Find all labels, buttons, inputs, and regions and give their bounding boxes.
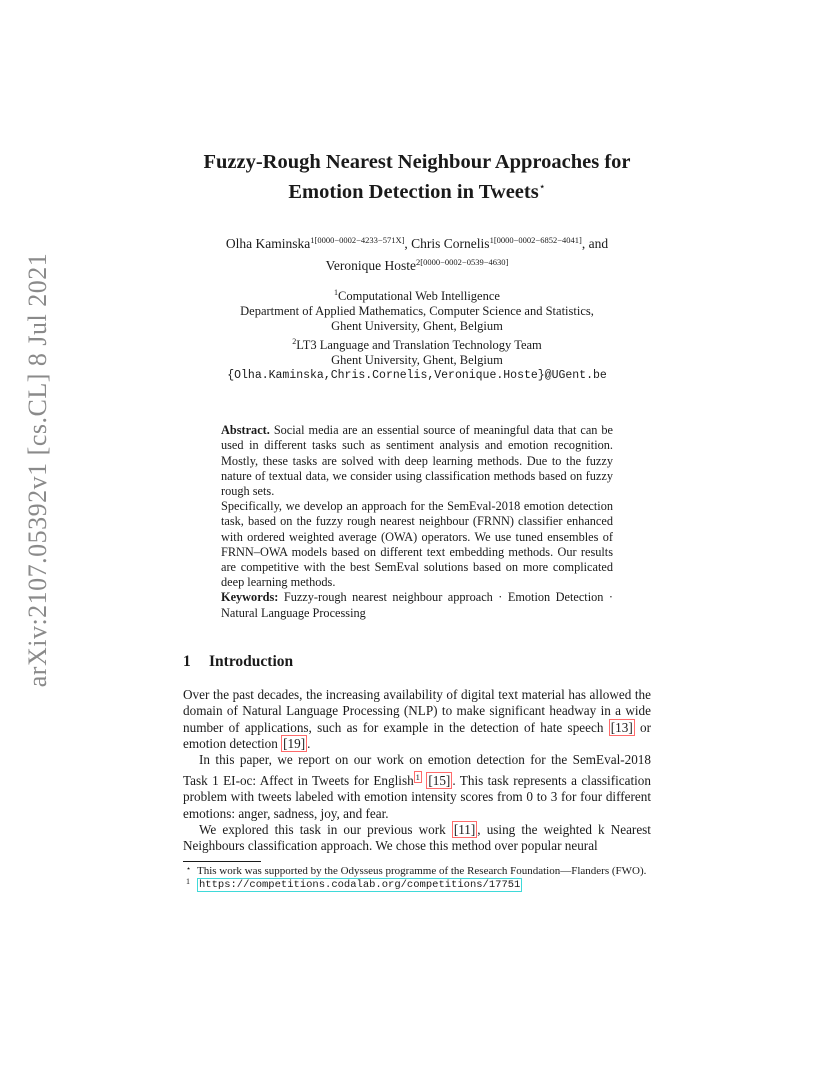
author-orcid: 2[0000−0002−0539−4630] <box>416 256 509 267</box>
text-run: . This task represents a classification problem with tweets labeled with emotion intensity scores from 0 to 3 for four different emotions: anger, sadness, joy, and fear. <box>183 772 651 821</box>
arxiv-sidebar-stamp <box>18 160 58 780</box>
text-run: , using the weighted k Nearest Neighbours classification approach. We chose this method over popular neural <box>183 822 651 854</box>
footnote-mark: ⋆ <box>186 863 192 873</box>
footnote-link[interactable]: 1 <box>415 771 420 782</box>
section-title: Introduction <box>209 652 294 670</box>
abstract-text: Social media are an essential source of meaningful data that can be used in different tasks such as sentiment analysis and emotion recognition. Mostly, these tasks are solved with deep learning methods. Due to the fuzzy nature of textual data, we consider using classification methods based on fuzzy rough sets. <box>221 423 613 498</box>
footnote-divider <box>183 861 261 862</box>
section-number: 1 <box>183 652 191 670</box>
affiliation-1-dept: Department of Applied Mathematics, Computer Science and Statistics, <box>240 303 594 318</box>
section-heading <box>183 653 651 671</box>
title-line-2-text: Emotion Detection in Tweets <box>288 180 539 203</box>
body-paragraph-3 <box>183 822 651 855</box>
body-text <box>183 687 651 855</box>
keywords <box>221 590 613 620</box>
keywords-label: Keywords: <box>221 590 279 605</box>
affiliation-mark: 1 <box>334 287 339 297</box>
text-run: Over the past decades, the increasing availability of digital text material has allowed the domain of Natural Language Processing (NLP) to make significant headway in a wide number of applications, such as for example in the detection of hate speech <box>183 686 651 735</box>
author-name: Chris Cornelis <box>411 235 490 251</box>
footnote-2 <box>183 878 651 893</box>
abstract-label: Abstract. <box>221 423 270 438</box>
author-line-1 <box>183 231 651 253</box>
author-orcid: 1[0000−0002−6852−4041] <box>489 234 582 245</box>
affiliation-mark: 2 <box>292 336 297 346</box>
text-run: In this paper, we report on our work on emotion detection for the SemEval-2018 Task 1 EI-oc: Affect in Tweets for English <box>183 752 651 788</box>
affiliation-text: LT3 Language and Translation Technology Team <box>296 338 542 353</box>
title-footnote-mark: ⋆ <box>538 181 546 193</box>
abstract-paragraph-2: Specifically, we develop an approach for the SemEval-2018 emotion detection task, based on the fuzzy rough nearest neighbour (FRNN) classifier enhanced with ordered weighted average (OWA) operators. We use tuned ensembles of FRNN–OWA models based on different text embedding methods. Our results are competitive with the best SemEval solutions based on more complicated deep learning methods. <box>221 499 613 590</box>
text-run: . <box>307 736 311 751</box>
author-orcid: 1[0000−0002−4233−571X] <box>310 234 405 245</box>
body-paragraph-1 <box>183 687 651 753</box>
abstract <box>221 423 613 621</box>
author-list <box>183 231 651 275</box>
footnote-text: This work was supported by the Odysseus programme of the Research Foundation—Flanders (FWO). <box>197 864 647 877</box>
text-run: or emotion detection <box>183 719 651 751</box>
author-separator: , and <box>581 235 609 251</box>
author-name: Veronique Hoste <box>325 257 417 273</box>
affiliation-text: Computational Web Intelligence <box>338 288 500 303</box>
footnotes <box>183 865 651 893</box>
citation-link[interactable]: [13] <box>610 719 633 735</box>
paper-page <box>183 150 651 893</box>
affiliation-1-univ: Ghent University, Ghent, Belgium <box>331 318 503 333</box>
footnote-url-link[interactable]: https://competitions.codalab.org/competitions/17751 <box>199 879 521 892</box>
abstract-paragraph-1 <box>221 423 613 499</box>
affiliation-1-name <box>183 285 651 304</box>
footnote-mark: 1 <box>186 877 190 887</box>
body-paragraph-2 <box>183 752 651 822</box>
author-separator: , <box>404 235 412 251</box>
affiliations <box>183 285 651 383</box>
affiliation-2-name <box>183 334 651 353</box>
footnote-1 <box>183 865 651 879</box>
paper-title <box>183 150 651 205</box>
citation-link[interactable]: [11] <box>453 822 476 838</box>
citation-link[interactable]: [15] <box>428 772 451 788</box>
arxiv-identifier: arXiv:2107.05392v1 [cs.CL] 8 Jul 2021 <box>23 252 52 688</box>
text-run: We explored this task in our previous work <box>199 822 452 838</box>
title-line-1: Fuzzy-Rough Nearest Neighbour Approaches for <box>203 151 631 173</box>
title-line-2 <box>183 175 651 205</box>
affiliation-2-univ: Ghent University, Ghent, Belgium <box>331 353 503 368</box>
keywords-text: Fuzzy-rough nearest neighbour approach · Emotion Detection · Natural Language Processing <box>221 590 613 620</box>
author-name: Olha Kaminska <box>225 235 311 251</box>
author-line-2 <box>183 253 651 275</box>
author-emails: {Olha.Kaminska,Chris.Cornelis,Veronique.Hoste}@UGent.be <box>227 369 607 383</box>
citation-link[interactable]: [19] <box>283 736 306 751</box>
